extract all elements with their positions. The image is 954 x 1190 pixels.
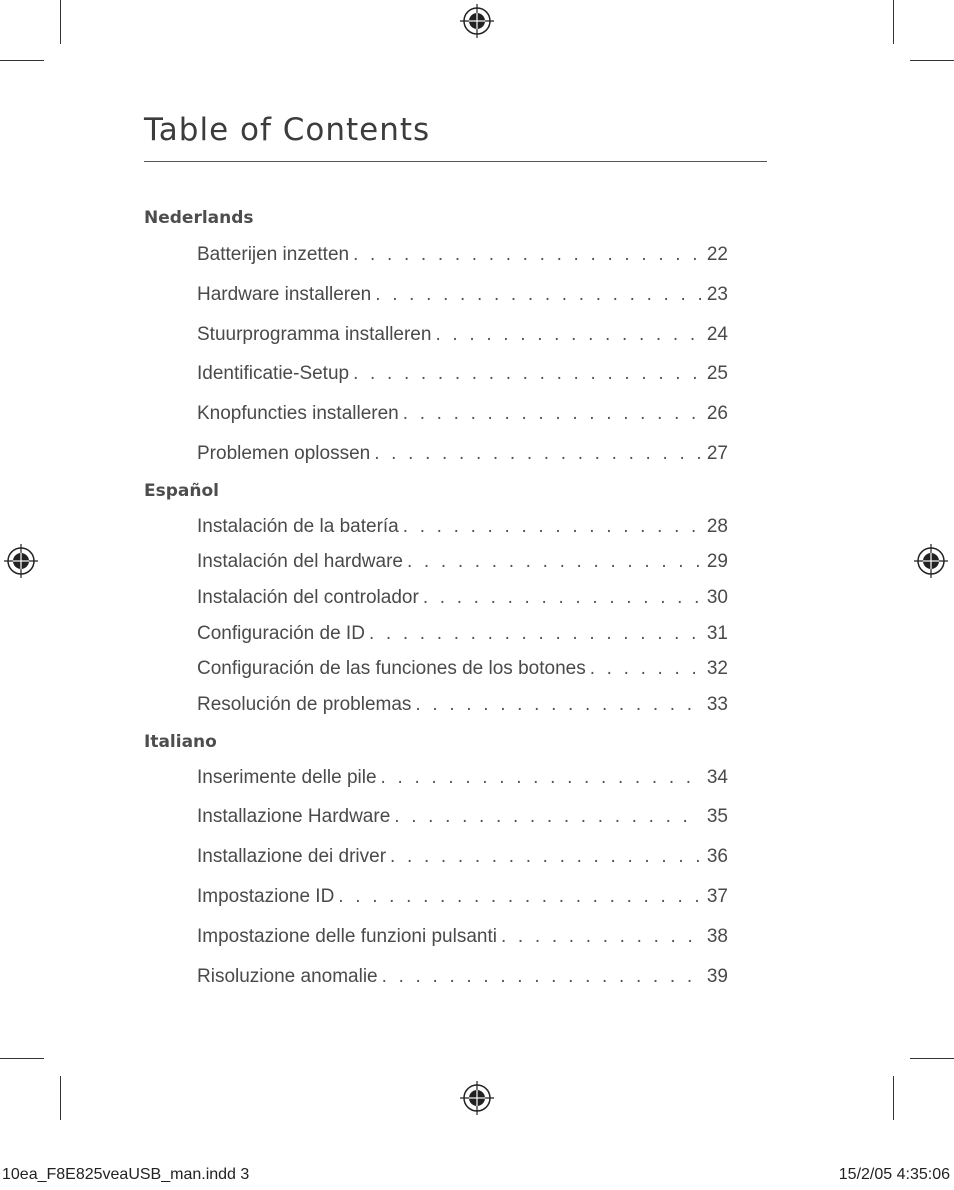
toc-page-number: 39 (706, 966, 728, 987)
toc-page-number: 36 (706, 846, 728, 867)
toc-entry[interactable] (197, 886, 728, 912)
toc-entry-label: Inserimente delle pile (197, 767, 377, 788)
toc-entry[interactable] (197, 926, 728, 952)
toc-page-number: 37 (706, 886, 728, 907)
toc-entry[interactable] (197, 658, 728, 684)
dot-leader (353, 244, 701, 266)
crop-mark (893, 1076, 894, 1120)
crop-mark (0, 60, 44, 61)
toc-entry-label: Instalación de la batería (197, 516, 399, 537)
toc-page-number: 28 (706, 516, 728, 537)
crop-mark (910, 60, 954, 61)
toc-page-number: 25 (706, 363, 728, 384)
toc-entry-label: Risoluzione anomalie (197, 966, 378, 987)
toc-entry[interactable] (197, 767, 728, 793)
page-title: Table of Contents (144, 112, 431, 148)
dot-leader (338, 886, 701, 908)
crop-mark (910, 1058, 954, 1059)
dot-leader (435, 324, 700, 346)
toc-page-number: 26 (706, 403, 728, 424)
toc-entry-label: Batterijen inzetten (197, 244, 350, 265)
toc-entry[interactable] (197, 623, 728, 649)
toc-page-number: 30 (706, 587, 728, 608)
dot-leader (501, 926, 701, 948)
toc-entry-label: Configuración de las funciones de los botones (197, 658, 586, 679)
toc-entry-label: Stuurprogramma installeren (197, 324, 432, 345)
dot-leader (407, 551, 701, 573)
crop-mark (893, 0, 894, 44)
dot-leader (423, 587, 701, 609)
dot-leader (375, 284, 701, 306)
toc-page-number: 32 (706, 658, 728, 679)
toc-page-number: 29 (706, 551, 728, 572)
toc-page-number: 22 (706, 244, 728, 265)
toc-entry-label: Installazione Hardware (197, 806, 391, 827)
toc-entry-label: Instalación del hardware (197, 551, 403, 572)
registration-mark-icon (460, 1081, 494, 1115)
dot-leader (374, 443, 701, 465)
file-slug: 10ea_F8E825veaUSB_man.indd 3 (2, 1166, 250, 1183)
dot-leader (415, 694, 700, 716)
toc-entry[interactable] (197, 587, 728, 613)
dot-leader (353, 363, 701, 385)
section-heading: Español (144, 481, 219, 501)
toc-page-number: 38 (706, 926, 728, 947)
toc-entry[interactable] (197, 846, 728, 872)
dot-leader (390, 846, 701, 868)
crop-mark (60, 1076, 61, 1120)
toc-entry[interactable] (197, 403, 728, 429)
toc-page-number: 33 (706, 694, 728, 715)
dot-leader (369, 623, 701, 645)
toc-entry-label: Installazione dei driver (197, 846, 387, 867)
dot-leader (382, 966, 701, 988)
toc-entry-label: Knopfuncties installeren (197, 403, 399, 424)
toc-entry-label: Problemen oplossen (197, 443, 371, 464)
section-heading: Italiano (144, 732, 217, 752)
dot-leader (590, 658, 701, 680)
toc-page-number: 34 (706, 767, 728, 788)
toc-entry-label: Impostazione delle funzioni pulsanti (197, 926, 497, 947)
toc-entry[interactable] (197, 284, 728, 310)
toc-entry[interactable] (197, 363, 728, 389)
registration-mark-icon (460, 4, 494, 38)
toc-entry-label: Resolución de problemas (197, 694, 412, 715)
toc-entry[interactable] (197, 551, 728, 577)
toc-entry[interactable] (197, 516, 728, 542)
toc-entry[interactable] (197, 806, 728, 832)
title-rule (144, 161, 767, 162)
dot-leader (403, 403, 701, 425)
section-heading: Nederlands (144, 208, 254, 228)
toc-entry-label: Instalación del controlador (197, 587, 419, 608)
toc-entry[interactable] (197, 324, 728, 350)
registration-mark-icon (4, 544, 38, 578)
toc-entry-label: Configuración de ID (197, 623, 365, 644)
crop-mark (0, 1058, 44, 1059)
toc-page-number: 27 (706, 443, 728, 464)
toc-page-number: 35 (706, 806, 728, 827)
toc-entry-label: Hardware installeren (197, 284, 372, 305)
print-timestamp: 15/2/05 4:35:06 (838, 1166, 950, 1183)
dot-leader (394, 806, 701, 828)
toc-entry[interactable] (197, 966, 728, 992)
dot-leader (403, 516, 701, 538)
toc-page-number: 24 (706, 324, 728, 345)
toc-entry[interactable] (197, 244, 728, 270)
toc-page-number: 23 (706, 284, 728, 305)
toc-entry[interactable] (197, 694, 728, 720)
toc-page-number: 31 (706, 623, 728, 644)
dot-leader (381, 767, 701, 789)
toc-entry-label: Identificatie-Setup (197, 363, 350, 384)
toc-entry-label: Impostazione ID (197, 886, 335, 907)
registration-mark-icon (914, 544, 948, 578)
crop-mark (60, 0, 61, 44)
toc-entry[interactable] (197, 443, 728, 469)
